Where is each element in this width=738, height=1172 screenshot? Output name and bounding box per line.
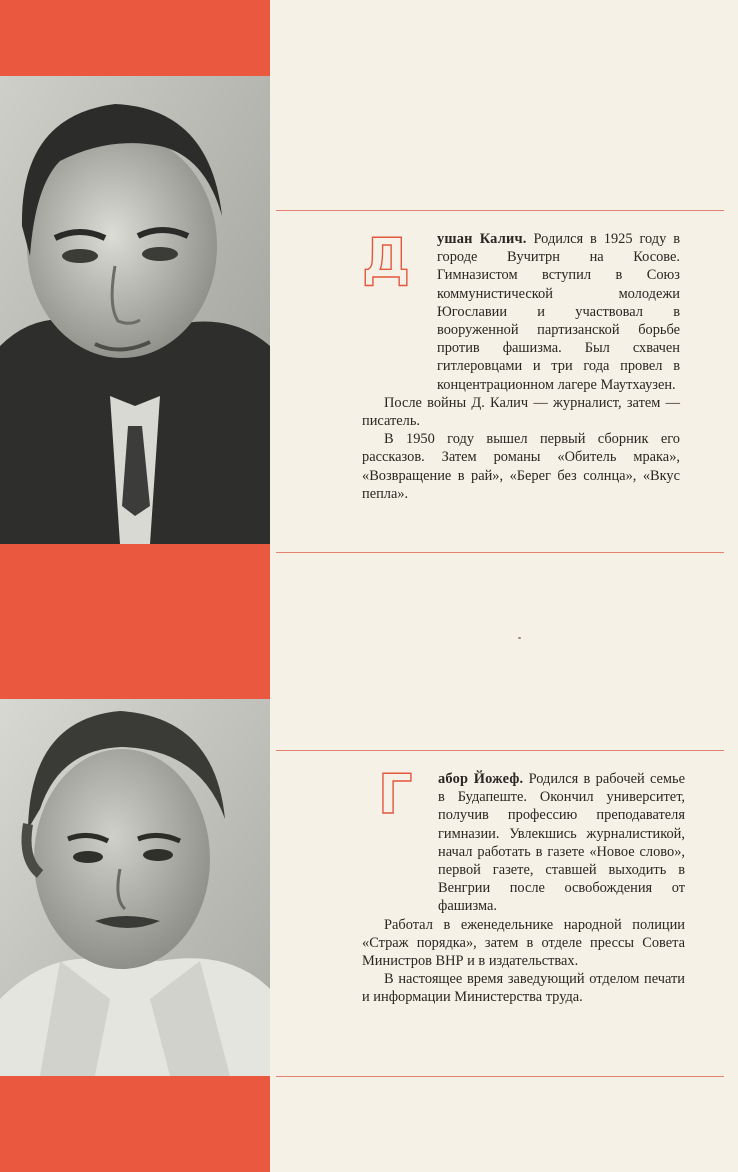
left-column: [0, 0, 270, 1172]
bio-paragraph: [362, 227, 680, 394]
bio-text: Родился в 1925 году в городе Вучитрн на Косове. Гимназистом вступил в Союз коммунистической молодежи Югославии и участвовал в вооруженной партизанской борьбе против фашизма. Был схвачен гитлеровцами и три года провел в концентрационном лагере Маутхаузен.: [437, 231, 680, 393]
bio-paragraph: После войны Д. Калич — журналист, затем — писатель.: [362, 394, 680, 430]
portrait-1-icon: [0, 76, 270, 544]
red-band-bottom: [0, 1076, 270, 1172]
bio-text: Родился в рабочей семье в Будапеште. Окончил университет, получив профессию преподавателя гимназии. Увлекшись журналистикой, начал работать в газете «Новое слово», первой газете, ставшей выходить в Венгрии после освобождения от фашизма.: [438, 771, 685, 915]
red-band-top: [0, 0, 270, 76]
paper-speck: [518, 637, 521, 639]
bio-paragraph: В настоящее время заведующий отделом печати и информации Министерства труда.: [362, 971, 685, 1006]
divider-rule: [276, 552, 724, 553]
portrait-2-icon: [0, 699, 270, 1076]
drop-cap-initial: Д: [362, 227, 411, 290]
bio-paragraph: [362, 763, 685, 916]
divider-rule: [276, 750, 724, 751]
bio-paragraph: В 1950 году вышел первый сборник его рассказов. Затем романы «Обитель мрака», «Возвращение в рай», «Берег без солнца», «Вкус пепла».: [362, 431, 680, 502]
divider-rule: [276, 1076, 724, 1077]
author-name: ушан Калич.: [437, 231, 527, 247]
portrait-photo-2: [0, 699, 270, 1076]
bio-paragraph: Работал в еженедельнике народной полиции «Страж порядка», затем в отделе прессы Совета Министров ВНР и в издательствах.: [362, 916, 685, 970]
red-band-middle: [0, 544, 270, 699]
drop-cap-initial: Г: [378, 763, 413, 826]
author-bio-1: [362, 227, 680, 503]
portrait-photo-1: [0, 76, 270, 544]
divider-rule: [276, 210, 724, 211]
author-name: абор Йожеф.: [438, 771, 524, 787]
author-bio-2: [362, 763, 685, 1007]
